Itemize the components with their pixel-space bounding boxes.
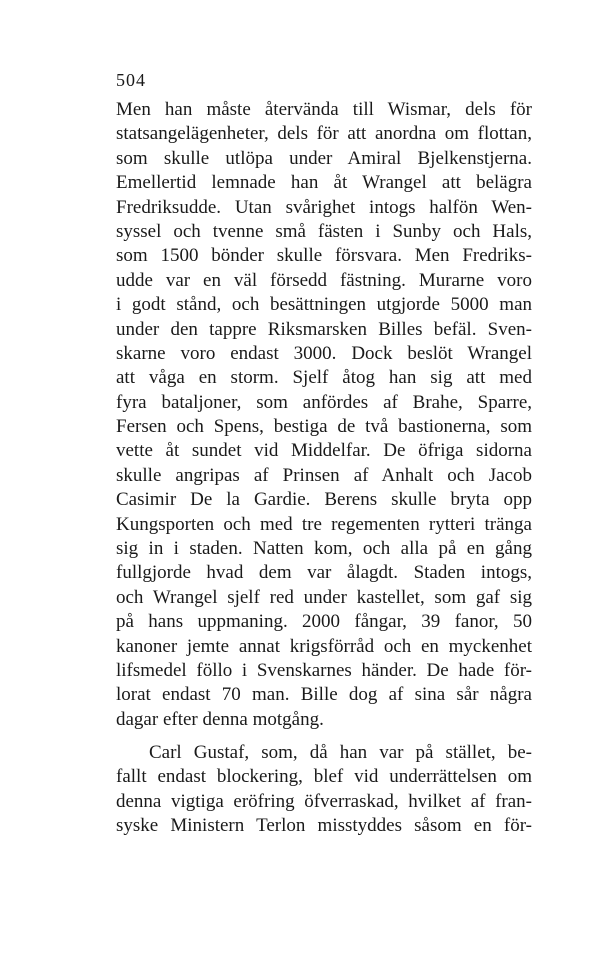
- text-line: lifsmedel föllo i Svenskarnes händer. De hade för-: [116, 659, 532, 681]
- text-line: sig in i staden. Natten kom, och alla på en gång: [116, 538, 532, 560]
- text-line: Fersen och Spens, bestiga de två bastionerna, som: [116, 416, 532, 438]
- text-line: fallt endast blockering, blef vid underrättelsen om: [116, 766, 532, 788]
- text-line: under den tappre Riksmarsken Billes befäl. Sven-: [116, 318, 532, 340]
- text-line: kanoner jemte annat krigsförråd och en myckenhet: [116, 635, 532, 657]
- text-line: i godt stånd, och besättningen utgjorde 5000 man: [116, 294, 532, 316]
- text-line: Emellertid lemnade han åt Wrangel att belägra: [116, 172, 532, 194]
- text-line: Kungsporten och med tre regementen rytteri tränga: [116, 513, 532, 535]
- text-line: fullgjorde hvad dem var ålagdt. Staden intogs,: [116, 562, 532, 584]
- text-line: skulle angripas af Prinsen af Anhalt och Jacob: [116, 464, 532, 486]
- text-line: och Wrangel sjelf red under kastellet, som gaf sig: [116, 586, 532, 608]
- text-line: skarne voro endast 3000. Dock beslöt Wrangel: [116, 342, 532, 364]
- text-line: vette åt sundet vid Middelfar. De öfriga sidorna: [116, 440, 532, 462]
- text-line: Casimir De la Gardie. Berens skulle bryta opp: [116, 489, 532, 511]
- text-line: Men han måste återvända till Wismar, dels för: [116, 99, 532, 120]
- text-line: Carl Gustaf, som, då han var på stället, be-: [149, 742, 532, 763]
- text-line: denna vigtiga eröfring öfverraskad, hvilket af fran-: [116, 790, 532, 812]
- paragraph: [116, 98, 532, 732]
- text-line: som 1500 bönder skulle försvara. Men Fredriks-: [116, 245, 532, 267]
- paragraph: [116, 741, 532, 839]
- text-line: lorat endast 70 man. Bille dog af sina sår några: [116, 684, 532, 706]
- text-line: som skulle utlöpa under Amiral Bjelkenstjerna.: [116, 147, 532, 169]
- text-line: att våga en storm. Sjelf åtog han sig att med: [116, 367, 532, 389]
- text-line: Fredriksudde. Utan svårighet intogs halfön Wen-: [116, 196, 532, 218]
- page-number: 504: [116, 70, 146, 90]
- text-line: syske Ministern Terlon misstyddes såsom en för-: [116, 815, 532, 837]
- text-line: syssel och tvenne små fästen i Sunby och Hals,: [116, 220, 532, 242]
- text-line: på hans uppmaning. 2000 fångar, 39 fanor, 50: [116, 611, 532, 633]
- text-line: udde var en väl försedd fästning. Murarne voro: [116, 269, 532, 291]
- text-line: statsangelägenheter, dels för att anordna om flottan,: [116, 123, 532, 145]
- text-line: dagar efter denna motgång.: [116, 708, 324, 730]
- text-line: fyra bataljoner, som anfördes af Brahe, Sparre,: [116, 391, 532, 413]
